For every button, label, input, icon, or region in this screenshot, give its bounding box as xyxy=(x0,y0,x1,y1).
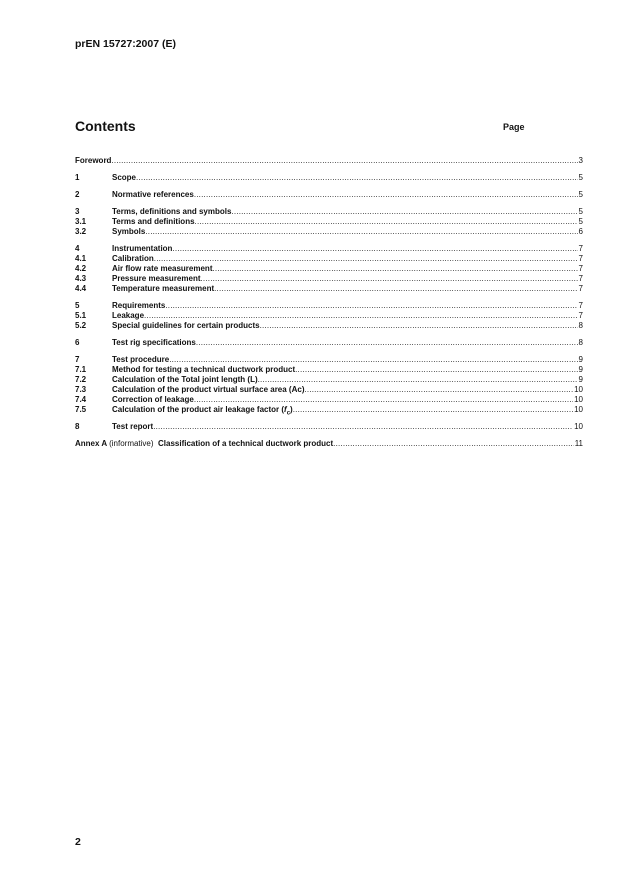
toc-entry-3-1[interactable] xyxy=(75,217,583,227)
toc-entry-7[interactable] xyxy=(75,355,583,365)
toc-entry-title: Leakage xyxy=(112,311,145,320)
toc-entry-number: 3.1 xyxy=(75,217,87,226)
toc-leader-dots xyxy=(165,301,577,311)
toc-entry-page: 5 xyxy=(578,190,583,199)
toc-entry-page: 9 xyxy=(578,355,583,364)
toc-entry-title: Foreword xyxy=(75,156,112,165)
toc-entry-number: 4.1 xyxy=(75,254,87,263)
annex-type: (informative) xyxy=(109,439,154,448)
toc-leader-dots xyxy=(304,385,573,395)
toc-entry-title: Test rig specifications xyxy=(112,338,196,347)
toc-leader-dots xyxy=(333,439,574,449)
title-text-close: ) xyxy=(290,405,293,414)
toc-entry-number: 4.2 xyxy=(75,264,87,273)
toc-entry-title: Calculation of the Total joint length (L) xyxy=(112,375,258,384)
toc-entry-page: 7 xyxy=(578,254,583,263)
toc-entry-title: Calculation of the product virtual surface area (Ac) xyxy=(112,385,305,394)
toc-entry-4-3[interactable] xyxy=(75,274,583,284)
toc-entry-4-4[interactable] xyxy=(75,284,583,294)
toc-leader-dots xyxy=(196,338,578,348)
toc-entry-number: 7.5 xyxy=(75,405,87,414)
toc-leader-dots xyxy=(195,217,578,227)
toc-entry-4[interactable] xyxy=(75,244,583,254)
toc-entry-title xyxy=(75,439,333,449)
toc-entry-title: Temperature measurement xyxy=(112,284,215,293)
toc-entry-8[interactable] xyxy=(75,422,583,432)
annex-label: Annex A xyxy=(75,439,107,448)
toc-leader-dots xyxy=(153,422,573,432)
toc-entry-page: 7 xyxy=(578,284,583,293)
toc-entry-number: 5 xyxy=(75,301,80,310)
toc-entry-number: 4 xyxy=(75,244,80,253)
toc-leader-dots xyxy=(293,405,573,415)
toc-leader-dots xyxy=(172,244,577,254)
toc-entry-5-1[interactable] xyxy=(75,311,583,321)
toc-entry-title: Scope xyxy=(112,173,137,182)
toc-entry-page: 7 xyxy=(578,264,583,273)
toc-leader-dots xyxy=(194,190,578,200)
toc-leader-dots xyxy=(144,311,578,321)
contents-heading: Contents xyxy=(75,118,136,134)
toc-entry-5-2[interactable] xyxy=(75,321,583,331)
toc-entry-annex-a[interactable] xyxy=(75,439,583,449)
toc-entry-3[interactable] xyxy=(75,207,583,217)
toc-entry-page: 5 xyxy=(578,217,583,226)
toc-entry-number: 7 xyxy=(75,355,80,364)
toc-entry-number: 2 xyxy=(75,190,80,199)
toc-leader-dots xyxy=(136,173,578,183)
toc-entry-6[interactable] xyxy=(75,338,583,348)
toc-entry-title: Symbols xyxy=(112,227,146,236)
toc-entry-title xyxy=(112,405,293,419)
toc-entry-7-1[interactable] xyxy=(75,365,583,375)
toc-entry-page: 10 xyxy=(574,405,583,414)
toc-entry-7-4[interactable] xyxy=(75,395,583,405)
toc-entry-title: Terms and definitions xyxy=(112,217,195,226)
toc-entry-3-2[interactable] xyxy=(75,227,583,237)
toc-entry-title: Calibration xyxy=(112,254,154,263)
document-header-id: prEN 15727:2007 (E) xyxy=(75,38,176,50)
toc-entry-7-3[interactable] xyxy=(75,385,583,395)
toc-entry-number: 6 xyxy=(75,338,80,347)
toc-leader-dots xyxy=(258,375,578,385)
toc-leader-dots xyxy=(169,355,577,365)
toc-entry-7-5[interactable] xyxy=(75,405,583,415)
toc-entry-page: 11 xyxy=(574,439,583,448)
toc-leader-dots xyxy=(194,395,573,405)
toc-entry-title: Instrumentation xyxy=(112,244,173,253)
toc-entry-title: Test report xyxy=(112,422,154,431)
toc-entry-number: 7.2 xyxy=(75,375,87,384)
toc-entry-number: 5.2 xyxy=(75,321,87,330)
toc-leader-dots xyxy=(201,274,578,284)
toc-entry-title: Special guidelines for certain products xyxy=(112,321,260,330)
annex-title: Classification of a technical ductwork product xyxy=(158,439,334,448)
toc-entry-title: Normative references xyxy=(112,190,194,199)
toc-entry-page: 7 xyxy=(578,301,583,310)
toc-entry-page: 6 xyxy=(578,227,583,236)
toc-entry-title: Correction of leakage xyxy=(112,395,194,404)
toc-entry-page: 5 xyxy=(578,207,583,216)
toc-entry-foreword[interactable] xyxy=(75,156,583,166)
toc-leader-dots xyxy=(231,207,577,217)
toc-entry-number: 7.3 xyxy=(75,385,87,394)
toc-entry-number: 3.2 xyxy=(75,227,87,236)
toc-entry-number: 5.1 xyxy=(75,311,87,320)
toc-entry-page: 7 xyxy=(578,244,583,253)
toc-entry-page: 8 xyxy=(578,321,583,330)
toc-entry-5[interactable] xyxy=(75,301,583,311)
toc-entry-page: 9 xyxy=(578,365,583,374)
table-of-contents xyxy=(75,156,583,449)
toc-entry-page: 7 xyxy=(578,311,583,320)
toc-leader-dots xyxy=(154,254,578,264)
toc-leader-dots xyxy=(111,156,577,166)
toc-entry-page: 10 xyxy=(574,422,583,431)
toc-entry-title: Pressure measurement xyxy=(112,274,201,283)
toc-entry-page: 9 xyxy=(578,375,583,384)
toc-entry-title: Requirements xyxy=(112,301,166,310)
toc-entry-1[interactable] xyxy=(75,173,583,183)
toc-entry-title: Test procedure xyxy=(112,355,170,364)
toc-entry-number: 8 xyxy=(75,422,80,431)
toc-entry-number: 7.1 xyxy=(75,365,87,374)
title-text: Calculation of the product air leakage factor ( xyxy=(112,405,285,414)
toc-entry-4-2[interactable] xyxy=(75,264,583,274)
toc-entry-title: Terms, definitions and symbols xyxy=(112,207,232,216)
toc-entry-4-1[interactable] xyxy=(75,254,583,264)
title-subscript: c xyxy=(286,410,291,417)
title-italic-symbol: f xyxy=(284,405,287,414)
page-column-label: Page xyxy=(503,122,525,132)
toc-leader-dots xyxy=(212,264,577,274)
toc-entry-2[interactable] xyxy=(75,190,583,200)
toc-leader-dots xyxy=(260,321,578,331)
toc-entry-number: 3 xyxy=(75,207,80,216)
toc-leader-dots xyxy=(295,365,577,375)
toc-entry-number: 4.3 xyxy=(75,274,87,283)
toc-entry-page: 7 xyxy=(578,274,583,283)
toc-entry-title: Method for testing a technical ductwork product xyxy=(112,365,296,374)
toc-entry-page: 10 xyxy=(574,395,583,404)
page-number: 2 xyxy=(75,836,81,848)
toc-entry-page: 8 xyxy=(578,338,583,347)
toc-entry-page: 5 xyxy=(578,173,583,182)
toc-leader-dots xyxy=(145,227,577,237)
toc-entry-title: Air flow rate measurement xyxy=(112,264,213,273)
toc-entry-7-2[interactable] xyxy=(75,375,583,385)
toc-entry-number: 7.4 xyxy=(75,395,87,404)
toc-entry-number: 4.4 xyxy=(75,284,87,293)
toc-leader-dots xyxy=(214,284,577,294)
toc-entry-number: 1 xyxy=(75,173,80,182)
toc-entry-page: 10 xyxy=(574,385,583,394)
toc-entry-page: 3 xyxy=(578,156,583,165)
